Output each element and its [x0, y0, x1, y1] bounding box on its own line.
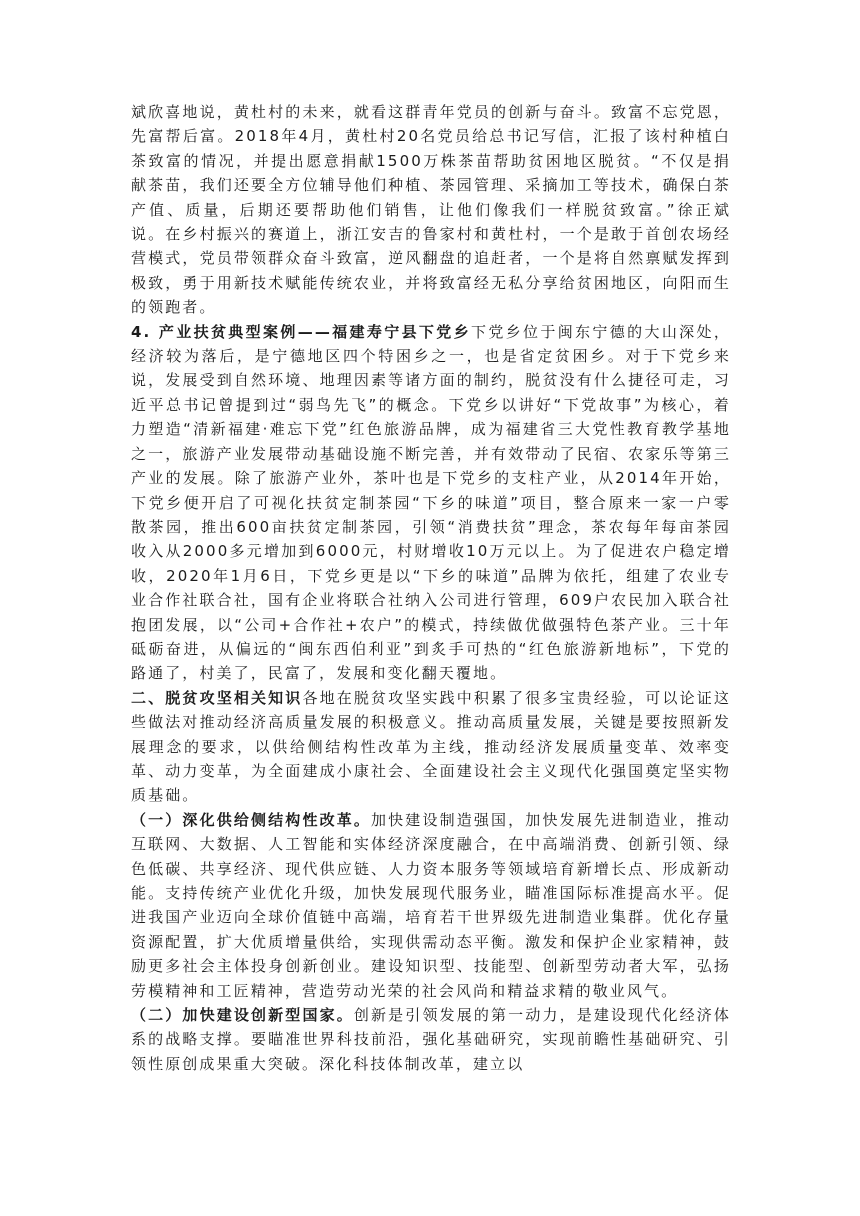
paragraph-supply-side-reform: [131, 808, 731, 1003]
paragraph-poverty-knowledge: [131, 686, 731, 808]
paragraph-body: 创新是引领发展的第一动力，是建设现代化经济体系的战略支撑。要瞄准世界科技前沿，强化基础研究，实现前瞻性基础研究、引领性原创成果重大突破。深化科技体制改革，建立以: [131, 1006, 731, 1073]
section-heading-xiadang: 4. 产业扶贫典型案例——福建寿宁县下党乡: [131, 322, 471, 341]
section-heading-knowledge: 二、脱贫攻坚相关知识: [131, 688, 303, 707]
paragraph-xiadang-case: [131, 320, 731, 686]
document-page: [131, 100, 731, 1076]
paragraph-huangdu-village: [131, 100, 731, 320]
paragraph-body: 下党乡位于闽东宁德的大山深处，经济较为落后，是宁德地区四个特困乡之一，也是省定贫困乡。对于下党乡来说，发展受到自然环境、地理因素等诸方面的制约，脱贫没有什么捷径可走，习近平总书记曾提到过“弱鸟先飞”的概念。下党乡以讲好“下党故事”为核心，着力塑造“清新福建·难忘下党”红色旅游品牌，成为福建省三大党性教育教学基地之一，旅游产业发展带动基础设施不断完善，并有效带动了民宿、农家乐等第三产业的发展。除了旅游产业外，茶叶也是下党乡的支柱产业，从2014年开始，下党乡便开启了可视化扶贫定制茶园“下乡的味道”项目，整合原来一家一户零散茶园，推出600亩扶贫定制茶园，引领“消费扶贫”理念，茶农每年每亩茶园收入从2000多元增加到6000元，村财增收10万元以上。为了促进农户稳定增收，2020年1月6日，下党乡更是以“下乡的味道”品牌为依托，组建了农业专业合作社联合社，国有企业将联合社纳入公司进行管理，609户农民加入联合社抱团发展，以“公司+合作社+农户”的模式，持续做优做强特色茶产业。三十年砥砺奋进，从偏远的“闽东西伯利亚”到炙手可热的“红色旅游新地标”，下党的路通了，村美了，民富了，发展和变化翻天覆地。: [131, 322, 731, 683]
subsection-heading-innovation: （二）加快建设创新型国家。: [131, 1006, 354, 1025]
paragraph-body: 各地在脱贫攻坚实践中积累了很多宝贵经验，可以论证这些做法对推动经济高质量发展的积极意义。推动高质量发展，关键是要按照新发展理念的要求，以供给侧结构性改革为主线，推动经济发展质量变革、效率变革、动力变革，为全面建成小康社会、全面建设社会主义现代化强国奠定坚实物质基础。: [131, 688, 731, 805]
subsection-heading-supply-side: （一）深化供给侧结构性改革。: [131, 810, 372, 829]
paragraph-innovative-country: [131, 1003, 731, 1076]
paragraph-body: 斌欣喜地说，黄杜村的未来，就看这群青年党员的创新与奋斗。致富不忘党恩，先富帮后富。2018年4月，黄杜村20名党员给总书记写信，汇报了该村种植白茶致富的情况，并提出愿意捐献1500万株茶苗帮助贫困地区脱贫。“不仅是捐献茶苗，我们还要全方位辅导他们种植、茶园管理、采摘加工等技术，确保白茶产值、质量，后期还要帮助他们销售，让他们像我们一样脱贫致富。”徐正斌说。在乡村振兴的赛道上，浙江安吉的鲁家村和黄杜村，一个是敢于首创农场经营模式，党员带领群众奋斗致富，逆风翻盘的追赶者，一个是将自然禀赋发挥到极致，勇于用新技术赋能传统农业，并将致富经无私分享给贫困地区，向阳而生的领跑者。: [131, 103, 731, 317]
paragraph-body: 加快建设制造强国，加快发展先进制造业，推动互联网、大数据、人工智能和实体经济深度融合，在中高端消费、创新引领、绿色低碳、共享经济、现代供应链、人力资本服务等领域培育新增长点、形成新动能。支持传统产业优化升级，加快发展现代服务业，瞄准国际标准提高水平。促进我国产业迈向全球价值链中高端，培育若干世界级先进制造业集群。优化存量资源配置，扩大优质增量供给，实现供需动态平衡。激发和保护企业家精神，鼓励更多社会主体投身创新创业。建设知识型、技能型、创新型劳动者大军，弘扬劳模精神和工匠精神，营造劳动光荣的社会风尚和精益求精的敬业风气。: [131, 810, 731, 1000]
